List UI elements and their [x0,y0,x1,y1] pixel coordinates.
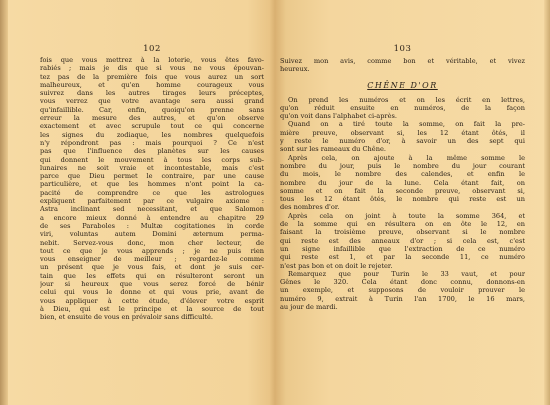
text-line: Quand on a tiré toute la somme, on fait la pre- [288,120,525,129]
text-line: pas que l'influence des planètes sur les causes [40,147,264,156]
text-line: pacité de comprendre ce que les astrologues [40,188,264,197]
text-line: vous appliquer à cette étude, d'élever votre esprit [40,296,264,305]
text-line: qu'infaillible. Car, enfin, quoiqu'on prenne sans [40,105,264,114]
text-line: a encore mieux donné à entendre au chapitre 29 [40,213,264,222]
text-line: bien, et ensuite de vous en prévaloir sans difficulté. [40,313,213,322]
text-line: qui donnent le mouvement à tous les corps sub- [40,155,264,164]
text-line: mière preuve, observant si, les 12 étant ôtés, il [280,128,525,137]
text-line: viri, voluntas autem Domini æternum perma- [40,230,264,239]
text-line: qu'on réduit ensuite en numéros, de la façon [280,103,525,112]
text-line: celui qui vous le donne et qui vous prie, avant de [40,288,264,297]
text-line: tain que les effets qui en résulteront seront un [40,271,264,280]
text-line: un présent que je vous fais, et dont je suis cer- [40,263,264,272]
text-line: qui reste est 1, et par la seconde 11, ce numéro [280,253,525,262]
text-line: jour si heureux que vous serez forcé de bénir [40,280,264,289]
text-line: erreur la mesure des autres, et qu'on observe [40,114,264,123]
text-line: parce que Dieu permet le contraire, par une cause [40,172,264,181]
text-line: exactement et avec scrupule tout ce qui concerne [40,122,264,131]
text-line: du mois, le nombre des calendes, et enfin le [280,170,525,179]
right-page [280,0,525,405]
text-line: n'est pas bon et on doit le rejeter. [280,261,393,270]
text-line: lunaires ne soit vraie et incontestable, mais c'est [40,163,264,172]
text-line: les signes du zodiaque, les nombres quelquefois [40,130,264,139]
text-line: somme et on fait la seconde preuve, observant si, [280,186,525,195]
text-line: Astra inclinant sed necessitant, et que Salomon [40,205,264,214]
book-edge-right [544,0,550,405]
text-line: faisant la troisième preuve, observant si le nombre [280,228,525,237]
text-line: nombre du jour de la lune. Cela étant fait, on [280,178,525,187]
text-line: Après cela, on ajoute à la même somme le [288,153,525,162]
text-line: de la somme qui en résultera on en ôte le 12, en [280,220,525,229]
text-line: On prend les numéros et on les écrit en lettres, [288,95,525,104]
text-line: vous verrez que votre avantage sera aussi grand [40,97,264,106]
text-line: nebit. Servez-vous donc, mon cher lecteur, de [40,238,264,247]
text-line: rabiés ; mais je dis que si vous ne vous épouvan- [40,64,264,73]
text-line: des nombres d'or. [280,203,340,212]
right-page-text [280,57,525,311]
text-line: Après cela on joint à toute la somme 364, et [288,211,525,220]
text-line: tous les 12 étant ôtés, le nombre qui reste est un [280,195,525,204]
text-line: suivrez dans les autres tirages leurs préceptes, [40,89,264,98]
text-line: au jour de mardi. [280,303,338,312]
left-page [40,0,264,405]
text-line: de ses Paraboles : Multæ cogitationes in corde [40,221,264,230]
text-line: y reste le numéro d'or, à savoir un des sept qui [280,137,525,146]
text-line: numéro 9, extrait à Turin l'an 1700, le 16 mars, [280,294,525,303]
text-line: fois que vous mettrez à la loterie, vous êtes favo- [40,56,264,64]
page-number: 103 [393,44,412,54]
text-line: heureux. [280,65,310,74]
book-edge-left [0,0,8,405]
section-title: CHÊNE D'OR [367,80,438,90]
text-line: un exemple, et supposons de vouloir prouver le [280,286,525,295]
text-line: particulière, et que les hommes n'ont point la ca- [40,180,264,189]
text-line: Gênes le 320. Cela étant donc connu, donnons-en [280,278,525,287]
text-line: un signe infaillible que l'extraction de ce numéro [280,244,525,253]
text-line: qu'on voit dans l'alphabet ci-après. [280,112,397,121]
text-line: à Dieu, qui est le principe et la source de tout [40,304,264,313]
text-line: nombre du jour, puis le nombre du jour courant [280,161,525,170]
text-line: n'y répondront pas : mais pourquoi ? Ce n'est [40,138,264,147]
text-line: tez pas de la première fois que vous aurez un sort [40,72,264,81]
text-line: Remarquez que pour Turin le 33 vaut, et pour [288,269,525,278]
text-line: sont sur les rameaux du Chêne. [280,145,386,154]
text-line: Suivez mon avis, comme bon et véritable, et vivez [280,57,525,65]
text-line: malheureux, et qu'en homme courageux vous [40,80,264,89]
text-line: tout ce que je vous apprends ; je ne puis rien [40,246,264,255]
text-line: vous enseigner de meilleur ; regardez-le comme [40,255,264,264]
left-page-text [40,56,264,322]
page-number: 102 [143,44,161,54]
text-line: qui reste est des anneaux d'or ; si cela est, c'est [280,236,525,245]
text-line: expliquent parfaitement par ce vulgaire axiome : [40,197,264,206]
